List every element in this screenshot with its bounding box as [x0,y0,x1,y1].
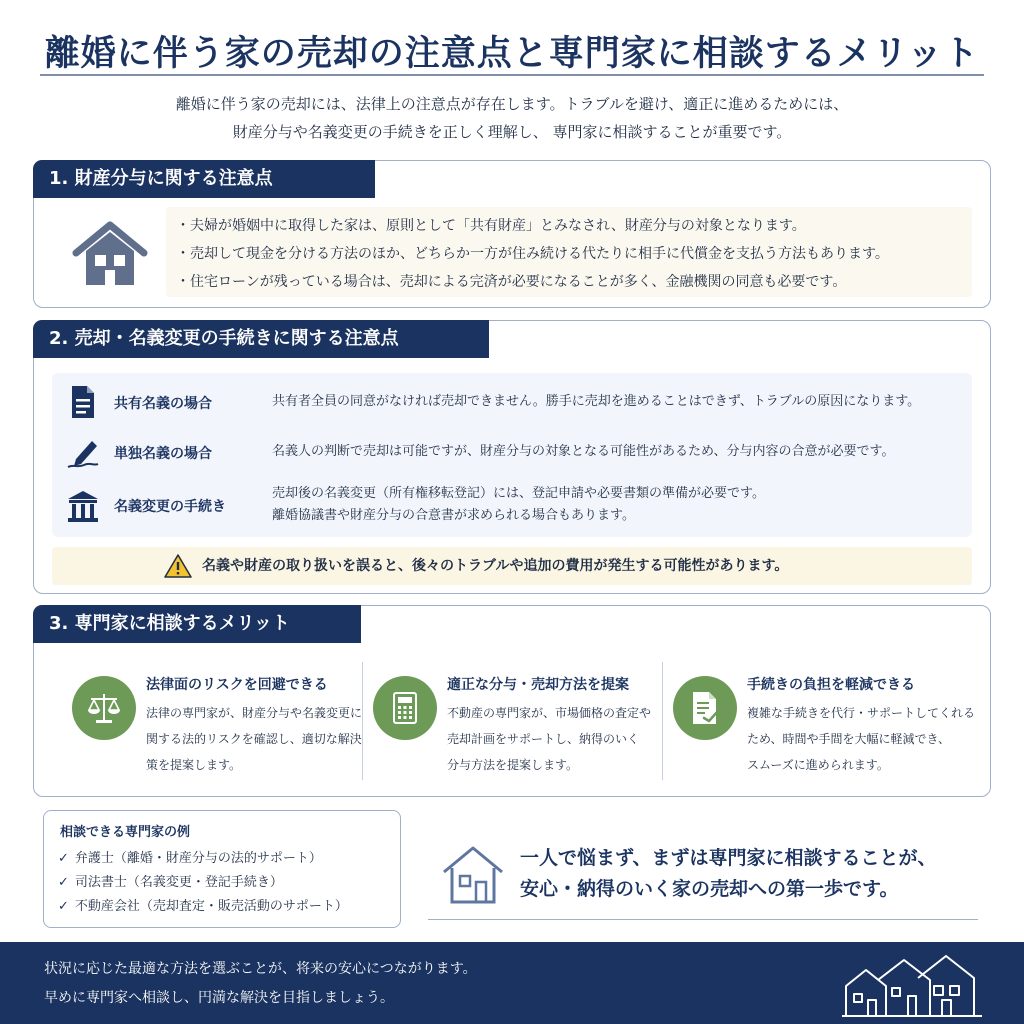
benefit-line: 法律の専門家が、財産分与や名義変更に [146,706,363,720]
section-heading: 1. 財産分与に関する注意点 [33,160,375,198]
benefit-body [747,700,975,778]
benefit-line: 関する法的リスクを確認し、適切な解決 [146,732,362,746]
footer-banner [0,942,1024,1024]
benefit-icon-circle [72,676,136,740]
list-item: ・住宅ローンが残っている場合は、売却による完済が必要になることが多く、金融機関の同意も必要です。 [176,274,847,290]
intro-text [0,90,1024,146]
section-heading: 2. 売却・名義変更の手続きに関する注意点 [33,320,489,358]
message-divider [428,919,978,920]
warning-banner [52,547,972,585]
experts-title: 相談できる専門家の例 [60,825,191,840]
row-label: 名義変更の手続き [114,499,226,515]
benefit-icon-circle [373,676,437,740]
note-list [166,207,972,297]
expert-label: 司法書士（名義変更・登記手続き） [74,875,283,890]
title-divider [40,74,984,76]
calculator-icon [387,690,423,726]
check-icon: ✓ [58,875,69,890]
row-label: 単独名義の場合 [114,446,212,462]
benefit-line: ため、時間や手間を大幅に軽減でき、 [747,732,951,746]
expert-label: 不動産会社（売却査定・販売活動のサポート） [74,899,348,914]
list-item [58,847,322,866]
experts-box [43,810,401,928]
intro-line: 財産分与や名義変更の手続きを正しく理解し、 専門家に相談することが重要です。 [232,123,792,141]
footer-line: 状況に応じた最適な方法を選ぶことが、将来の安心につながります。 [44,961,477,977]
benefit-body [146,700,362,778]
warning-text: 名義や財産の取り扱いを誤ると、後々のトラブルや追加の費用が発生する可能性があります。 [202,558,789,574]
list-item [52,481,972,531]
intro-line: 離婚に伴う家の売却には、法律上の注意点が存在します。トラブルを避け、適正に進めるためには、 [175,95,849,113]
benefit-line: 分与方法を提案します。 [447,758,579,772]
benefit-line: 複雑な手続きを代行・サポートしてくれる [747,706,976,720]
message-line: 一人で悩まず、まずは専門家に相談することが、 [520,847,937,869]
list-item: ・売却して現金を分ける方法のほか、どちらか一方が住み続ける代たりに相手に代償金を支払う方法もあります。 [176,246,889,262]
scales-icon [86,690,122,726]
section-sale-procedures [33,320,991,594]
row-text-line: 売却後の名義変更（所有権移転登記）には、登記申請や必要書類の準備が必要です。 [272,486,765,501]
check-icon: ✓ [58,851,69,866]
procedure-list [52,373,972,537]
houses-illustration-icon [842,952,982,1018]
benefit-title: 法律面のリスクを回避できる [146,677,328,693]
list-item [52,433,972,473]
list-item [52,383,972,423]
building-icon [66,489,100,523]
section-expert-benefits [33,605,991,797]
benefit-body [447,700,651,778]
checklist-icon [687,690,723,726]
house-outline-icon [440,842,506,906]
page-title: 離婚に伴う家の売却の注意点と専門家に相談するメリット [44,33,980,74]
benefit-title: 適正な分与・売却方法を提案 [447,677,629,693]
closing-message [520,843,936,905]
document-icon [66,385,100,419]
expert-label: 弁護士（離婚・財産分与の法的サポート） [74,851,322,866]
row-text: 名義人の判断で売却は可能ですが、財産分与の対象となる可能性があるため、分与内容の合意が必要です。 [272,444,895,459]
benefit-card [62,662,362,780]
row-text [272,483,765,527]
section-heading: 3. 専門家に相談するメリット [33,605,361,643]
benefit-line: 売却計画をサポートし、納得のいく [447,732,640,746]
benefit-title: 手続きの負担を軽減できる [747,677,915,693]
check-icon: ✓ [58,899,69,914]
footer-line: 早めに専門家へ相談し、円満な解決を目指しましょう。 [44,990,394,1006]
benefit-line: 不動産の専門家が、市場価格の査定や [447,706,652,720]
message-line: 安心・納得のいく家の売却への第一歩です。 [520,878,899,900]
house-icon [72,219,148,289]
row-text: 共有者全員の同意がなければ売却できません。勝手に売却を進めることはできず、トラブルの原因になります。 [272,394,921,409]
row-label: 共有名義の場合 [114,396,212,412]
row-text-line: 離婚協議書や財産分与の合意書が求められる場合もあります。 [272,508,635,523]
warning-icon [164,553,192,579]
benefit-icon-circle [673,676,737,740]
benefit-card [362,662,662,780]
pen-icon [66,435,100,469]
list-item: ・夫婦が婚姻中に取得した家は、原則として「共有財産」とみなされ、財産分与の対象となります。 [176,218,806,234]
list-item [58,871,283,890]
section-property-division [33,160,991,308]
benefit-line: スムーズに進められます。 [747,758,889,772]
list-item [58,895,348,914]
benefit-line: 策を提案します。 [146,758,242,772]
benefit-card [662,662,980,780]
